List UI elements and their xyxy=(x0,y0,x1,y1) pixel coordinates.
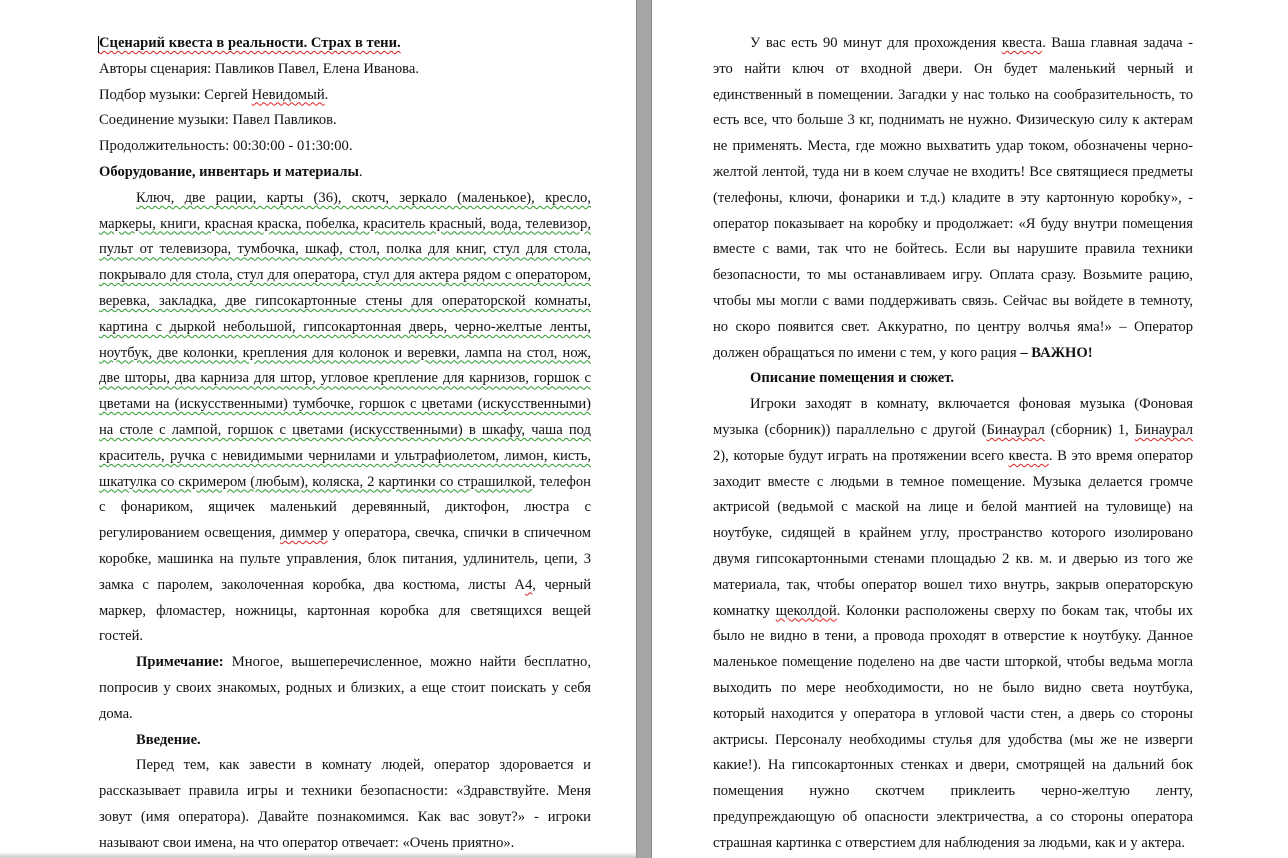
equipment-list-part-a: Ключ, две рации, карты (36), скотч, зеркало (маленькое), кресло, маркеры, книги, красная краска, побелка, краситель красный, вода, телевизор, пульт от телевизора, тумбочка, шкаф, стол, полка для книг, стул для стола, покрывало для стола, стул для оператора, стул для актера рядом с оператором, веревка, закладка, две гипсокартонные стены для операторской комнаты, картина с дыркой небольшой, гипсокартонная дверь, черно-желтые ленты, ноутбук, две колонки, крепления для колонок и веревки, лампа на стол, нож, две шторы, два карниза для штор, угловое крепление для карнизов, горшок с цветами на (искусственными) тумбочке, горшок с цветами (искусственными) на столе с лампой, горшок с цветами (искусственными) в шкафу, чаша под краситель, ручка с невидимыми чернилами и ультрафиолетом, лимон, кисть, шкатулка со скримером (любым), коляска, 2 картинки со страшилкой xyxy=(99,189,591,490)
rules-important: – ВАЖНО! xyxy=(1020,344,1093,361)
desc-text-a: Игроки заходят в комнату, включается фоновая музыка (Фоновая музыка (сборник)) параллельно с другой ( xyxy=(713,396,1193,438)
note-text: Многое, вышеперечисленное, можно найти бесплатно, попросив у своих знакомых, родных и близких, а еще стоит поискать у себя дома. xyxy=(99,654,591,722)
duration-line: Продолжительность: 00:30:00 - 01:30:00. xyxy=(99,138,353,155)
music-end: . xyxy=(324,86,329,103)
music-name: Невидомый xyxy=(251,86,325,103)
document-title xyxy=(99,31,591,57)
description-heading: Описание помещения и сюжет. xyxy=(750,370,954,387)
equipment-list-part-c: у оператора, свечка, спички в спичечном коробке, машинка на пульте управления, блок питания, удлинитель, цепи, 3 замка с паролем, заколоченная коробка, два костюма, листы А xyxy=(99,525,591,593)
rules-paragraph xyxy=(713,31,1193,366)
text-cursor xyxy=(98,36,99,53)
equipment-list xyxy=(99,186,591,650)
equipment-heading xyxy=(99,160,591,186)
page-text-column[interactable] xyxy=(713,31,1193,857)
equipment-list-part-d: , черный маркер, фломастер, ножницы, картонная коробка для светящихся вещей гостей. xyxy=(99,576,592,645)
document-page-left[interactable] xyxy=(0,0,636,858)
music-label: Подбор музыки: Сергей xyxy=(99,86,252,103)
desc-text-c: 2), которые будут играть на протяжении всего xyxy=(713,447,1009,464)
music-mix-line: Соединение музыки: Павел Павликов. xyxy=(99,112,337,129)
document-title-text: Сценарий квеста в реальности. Страх в тени. xyxy=(99,35,401,51)
desc-text-d: . В это время оператор заходит вместе с людьми в темное помещение. Музыка делается громче актрисой (ведьмой с маской на лице и белой мантией на туловище) на ноутбуке, сидящей в крайнем углу, пространство которого изолировано двумя гипсокартонными стенами площадью 2 кв. м. и дверью из того же материала, так, чтобы оператор вошел тихо внутрь, закрыв операторскую комнатку xyxy=(713,447,1193,619)
equipment-heading-text: Оборудование, инвентарь и материалы xyxy=(99,163,359,180)
note-label: Примечание: xyxy=(136,654,224,671)
desc-word-kvesta: квеста xyxy=(1008,447,1049,464)
desc-word-latch: щеколдой xyxy=(775,602,837,619)
rules-text-b: . Ваша главная задача - это найти ключ от входной двери. Он будет маленький черный и единственный в помещении. Загадки у нас только на сообразительность, то есть все, что больше 3 кг, поднимать не нужно. Физическую силу к актерам не применять. Места, где можно выхватить удар током, обозначены черно-желтой лентой, туда ни в коем случае не входить! Все святящиеся предметы (телефоны, ключи, фонарики и т.д.) кладите в эту картонную коробку», - оператор показывает на коробку и продолжает: «Я буду внутри помещения вместе с вами, так что не бойтесь. Если вы нарушите правила техники безопасности, то мы останавливаем игру. Оплата сразу. Возьмите рацию, чтобы мы могли с вами поддерживать связь. Сейчас вы войдете в темноту, но скоро появится свет. Аккуратно, по центру волчья яма!» – Оператор должен обращаться по имени с тем, у кого рация xyxy=(713,35,1193,361)
intro-paragraph: Перед тем, как завести в комнату людей, оператор здоровается и рассказывает правила игры и техники безопасности: «Здравствуйте. Меня зовут (имя оператора). Давайте познакомимся. Как вас зовут?» - игроки называют свои имена, на что оператор отвечает: «Очень приятно». xyxy=(99,757,591,851)
document-page-right[interactable] xyxy=(652,0,1288,858)
equipment-heading-dot: . xyxy=(358,163,363,180)
description-paragraph xyxy=(713,392,1193,856)
page-text-column[interactable] xyxy=(99,31,591,857)
desc-text-b: (сборник) 1, xyxy=(1044,421,1135,438)
equipment-a4: 4 xyxy=(524,576,533,593)
page-separator xyxy=(636,0,652,858)
music-line xyxy=(99,83,591,109)
page-bottom-shadow-left xyxy=(0,852,636,858)
note-paragraph xyxy=(99,650,591,727)
desc-binaural-2: Бинаурал xyxy=(1134,421,1194,438)
intro-heading: Введение. xyxy=(136,731,201,748)
desc-binaural-1: Бинаурал xyxy=(986,421,1045,438)
authors-line: Авторы сценария: Павликов Павел, Елена Иванова. xyxy=(99,60,419,77)
rules-word-kvesta: квеста xyxy=(1001,35,1043,51)
equipment-dimmer: диммер xyxy=(280,525,328,542)
rules-text-a: У вас есть 90 минут для прохождения xyxy=(750,35,1002,51)
desc-text-e: . Колонки расположены сверху по бокам так, чтобы их было не видно в тени, а провода проходят в отверстие к ноутбуку. Данное маленькое помещение поделено на две части шторкой, чтобы ведьма могла выходить по мере необходимости, но не было видно света ноутбука, который находится у оператора в угловой части стен, а дверь со стороны актрисы. Персоналу необходимы стулья для удобства (мы же не изверги какие!). На гипсокартонных стенках и двери, смотрящей на дальний бок помещения нужно скотчем приклеить черно-желтую ленту, предупреждающую об опасности электричества, а со стороны оператора страшная картинка с отверстием для наблюдения за людьми, как и у актера. xyxy=(713,602,1193,851)
equipment-list-part-b: , телефон с фонариком, ящичек маленький деревянный, диктофон, люстра с регулированием освещения, xyxy=(99,473,591,542)
